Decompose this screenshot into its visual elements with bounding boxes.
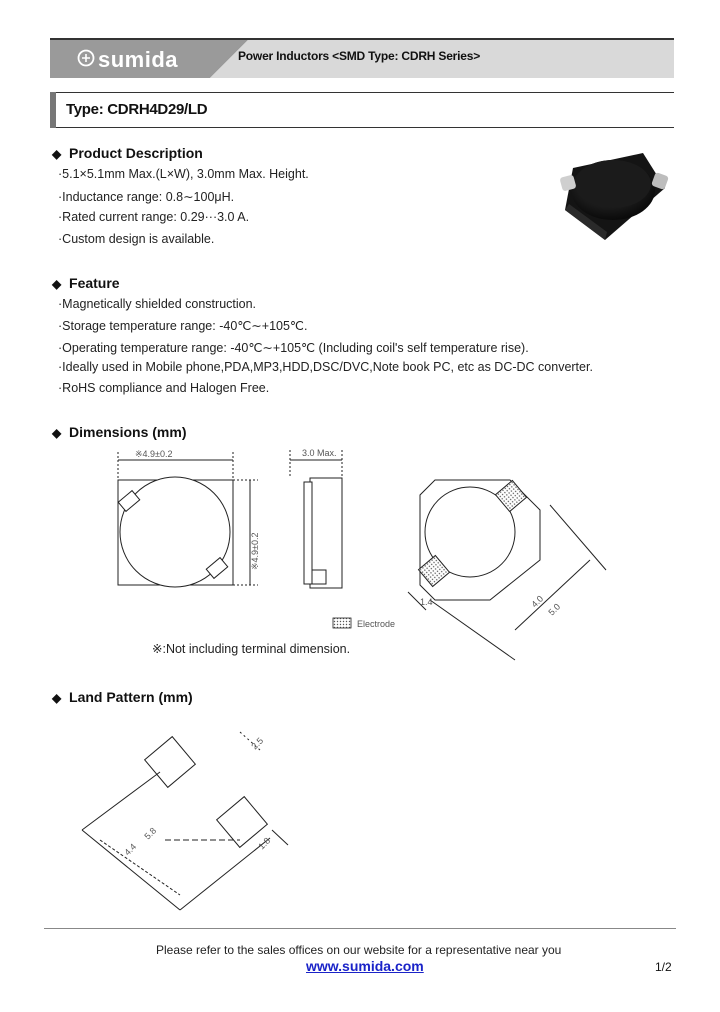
dim-b-label: 4.0 [529, 593, 546, 610]
land-pattern-heading [52, 689, 193, 705]
dimensions-drawing [90, 440, 620, 665]
diamond-bullet-icon: ◆ [52, 147, 62, 161]
feature-line: ·Magnetically shielded construction. [58, 297, 257, 311]
website-link[interactable]: www.sumida.com [306, 958, 424, 974]
side-max-label: 3.0 Max. [302, 448, 337, 458]
dimensions-note: ※:Not including terminal dimension. [152, 642, 351, 656]
product-photo [555, 148, 675, 244]
feature-line: ·Ideally used in Mobile phone,PDA,MP3,HDD,DSC/DVC,Note book PC, etc as DC-DC converter. [58, 360, 593, 374]
feature-title: Feature [69, 275, 120, 291]
description-line: ·Custom design is available. [58, 232, 215, 246]
dimensions-title: Dimensions (mm) [69, 424, 187, 440]
diamond-bullet-icon: ◆ [52, 277, 62, 291]
product-description-heading [52, 145, 203, 161]
land-dim-b-label: 4.4 [122, 841, 139, 858]
electrode-legend-swatch [333, 618, 351, 628]
dimensions-heading [52, 424, 186, 440]
dim-c-label: 5.0 [546, 601, 563, 618]
series-title: Power Inductors <SMD Type: CDRH Series> [238, 49, 481, 63]
product-description-title: Product Description [69, 145, 203, 161]
top-view [118, 452, 258, 587]
description-line: ·Rated current range: 0.29···3.0 A. [58, 210, 250, 224]
type-label: Type: CDRH4D29/LD [66, 101, 208, 118]
footer-rule [44, 928, 676, 929]
description-line: ·5.1×5.1mm Max.(L×W), 3.0mm Max. Height. [58, 167, 309, 181]
land-pattern-drawing [60, 710, 320, 920]
bottom-view [408, 480, 606, 660]
footer-note: Please refer to the sales offices on our website for a representative near you [156, 943, 562, 957]
land-dim-d-label: 1.8 [256, 835, 273, 852]
land-dim-a-label: 2.5 [249, 735, 266, 752]
feature-line: ·RoHS compliance and Halogen Free. [58, 381, 270, 395]
side-view [290, 450, 342, 588]
sumida-logo-icon [77, 49, 95, 67]
feature-line: ·Storage temperature range: -40℃∼+105℃. [58, 319, 308, 333]
description-line: ·Inductance range: 0.8∼100μH. [58, 190, 235, 204]
side-height-label: ※4.9±0.2 [250, 532, 260, 570]
brand-name: sumida [98, 47, 179, 72]
feature-line: ·Operating temperature range: -40℃∼+105℃ (Including coil's self temperature rise). [58, 341, 529, 355]
type-bar-accent [50, 92, 56, 128]
top-width-label: ※4.9±0.2 [135, 449, 173, 459]
land-dim-c-label: 5.8 [142, 825, 159, 842]
electrode-legend-label: Electrode [357, 619, 396, 629]
feature-heading [52, 275, 120, 291]
land-pattern-title: Land Pattern (mm) [69, 689, 193, 705]
diamond-bullet-icon: ◆ [52, 691, 62, 705]
dim-a-label: 1.4 [420, 597, 433, 607]
diamond-bullet-icon: ◆ [52, 426, 62, 440]
page-number: 1/2 [655, 960, 672, 974]
